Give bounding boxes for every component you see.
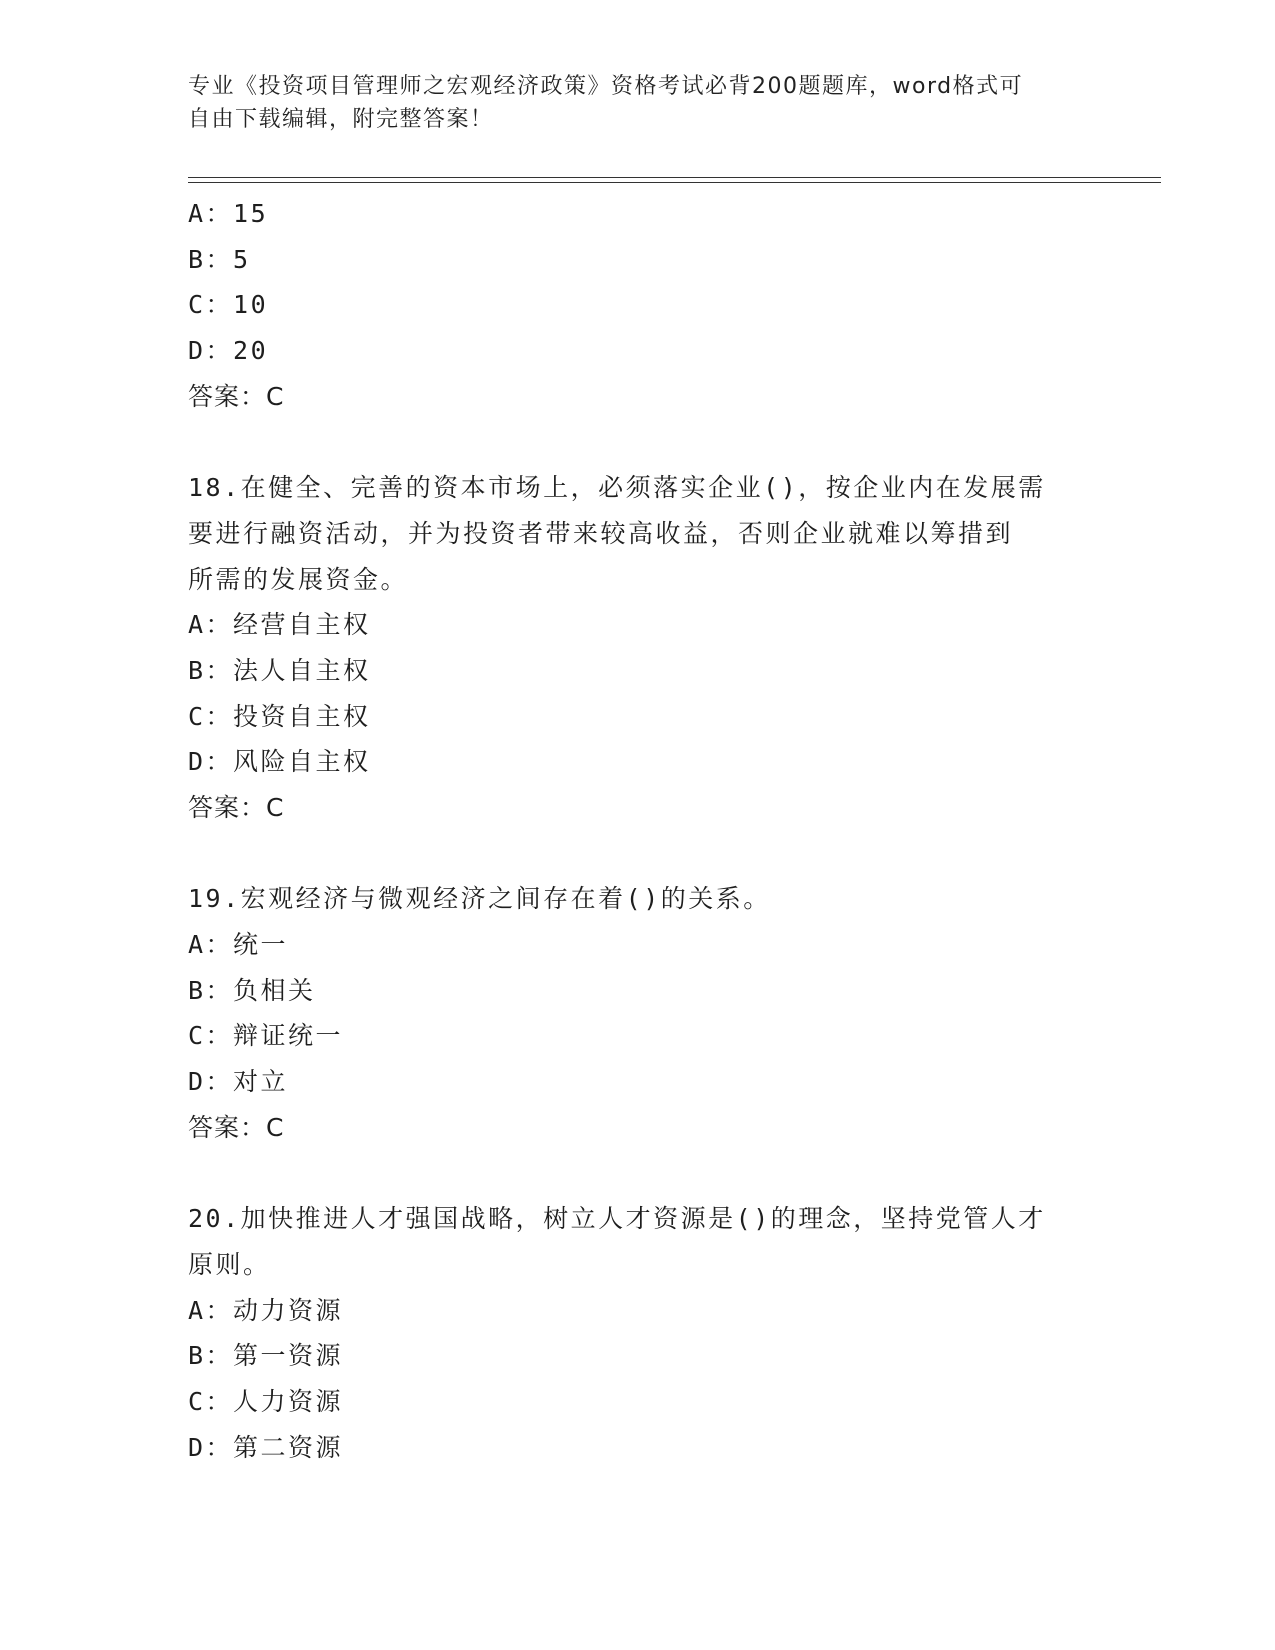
option-d: D：第二资源 [188, 1432, 344, 1462]
question-20 [188, 1196, 1088, 1470]
stem-line: 所需的发展资金。 [188, 564, 409, 594]
spacer [188, 419, 1088, 465]
question-list [188, 191, 1088, 1470]
answer: 答案：C [188, 1112, 285, 1142]
option-b: B：5 [188, 244, 251, 274]
question-stem [188, 876, 1088, 922]
option-d: D：对立 [188, 1067, 289, 1097]
option-a: A：统一 [188, 930, 289, 959]
question-18 [188, 465, 1088, 831]
question-17 [188, 191, 1088, 419]
option-d: D：风险自主权 [188, 747, 371, 777]
header-rule-bottom [188, 182, 1161, 183]
option-b: B：法人自主权 [188, 655, 371, 685]
answer: 答案：C [188, 792, 285, 822]
option-c: C：人力资源 [188, 1386, 344, 1416]
stem-line: 19.宏观经济与微观经济之间存在着()的关系。 [188, 884, 771, 914]
option-a: A：经营自主权 [188, 610, 371, 640]
option-c: C：辩证统一 [188, 1021, 344, 1051]
question-stem [188, 1196, 1088, 1287]
option-a: A：动力资源 [188, 1295, 344, 1325]
stem-line: 20.加快推进人才强国战略，树立人才资源是()的理念，坚持党管人才 [188, 1204, 1046, 1234]
question-19 [188, 876, 1088, 1150]
answer: 答案：C [188, 381, 285, 411]
stem-line: 原则。 [188, 1249, 271, 1279]
option-c: C：10 [188, 290, 269, 320]
option-d: D：20 [188, 336, 269, 366]
stem-line: 要进行融资活动，并为投资者带来较高收益，否则企业就难以筹措到 [188, 518, 1014, 548]
question-stem [188, 465, 1088, 602]
option-b: B：第一资源 [188, 1341, 344, 1371]
option-c: C：投资自主权 [188, 701, 371, 731]
spacer [188, 831, 1088, 877]
header-line-1: 专业《投资项目管理师之宏观经济政策》资格考试必背200题题库，word格式可 [188, 74, 1024, 99]
header-rule-top [188, 177, 1161, 178]
option-a: A：15 [188, 199, 269, 228]
spacer [188, 1150, 1088, 1196]
header-line-2: 自由下载编辑，附完整答案！ [188, 107, 494, 132]
option-b: B：负相关 [188, 975, 316, 1005]
stem-line: 18.在健全、完善的资本市场上，必须落实企业()，按企业内在发展需 [188, 473, 1046, 503]
document-header [188, 70, 1068, 136]
